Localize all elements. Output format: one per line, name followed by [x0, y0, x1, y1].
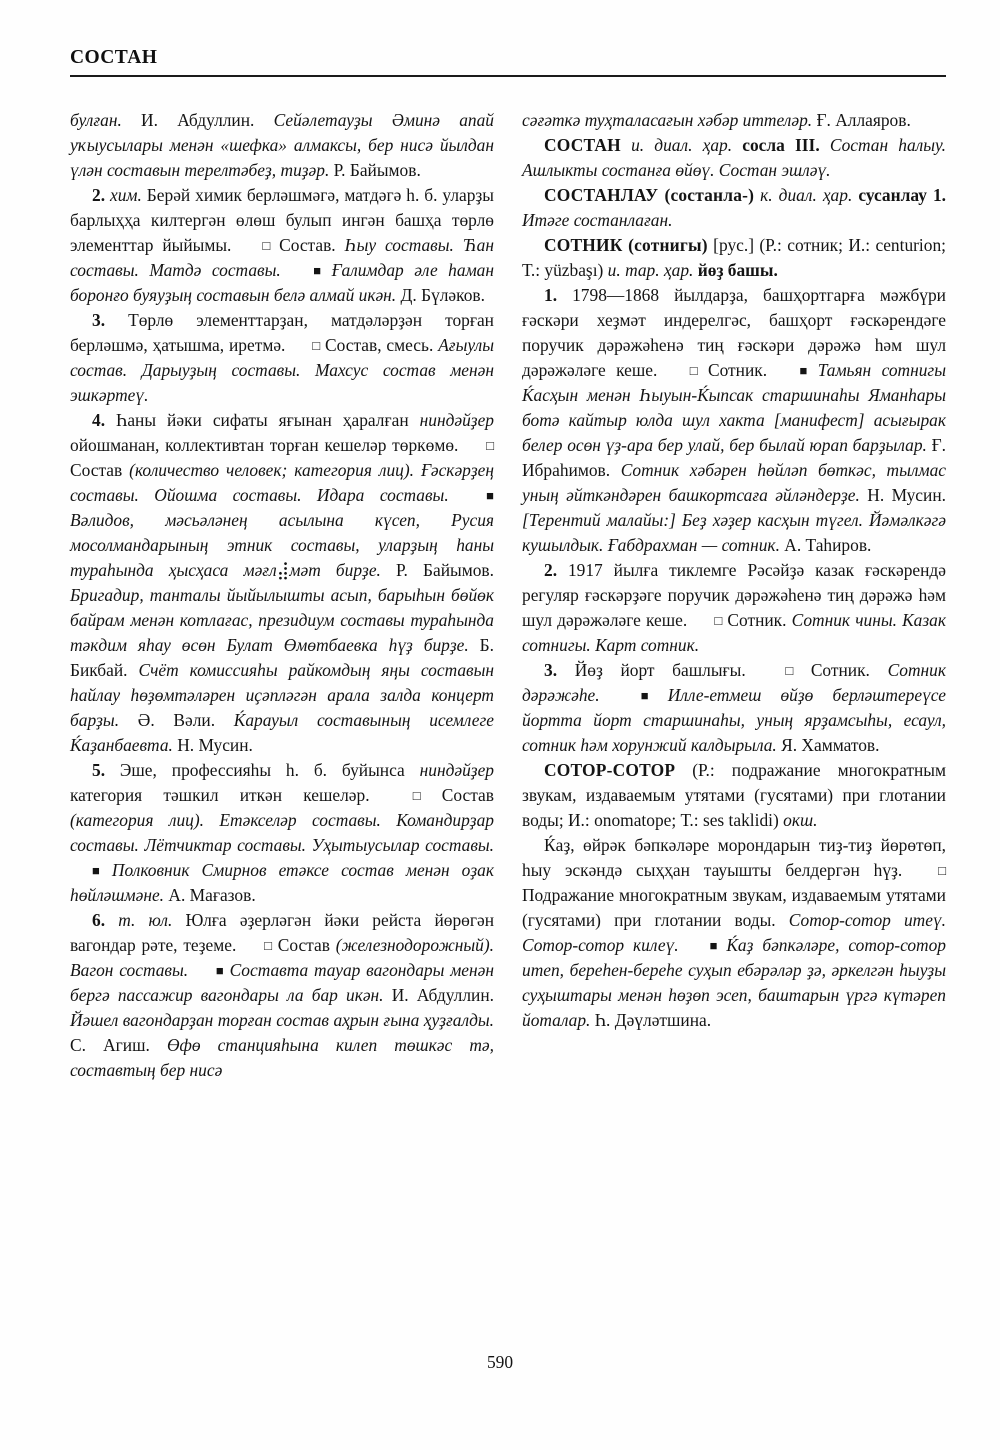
open-square-icon: □ [938, 863, 946, 878]
headword: СОСТАН [544, 135, 621, 155]
text-run: Юлға әҙерләгән йәки рейста йөрөгән вагондар рәте, теҙеме. [70, 910, 495, 955]
two-column-body [70, 108, 946, 1083]
italic-run: Ќарауыл составының исемлеге Ќаҙанбаевта. [70, 710, 495, 755]
text-run: А. Мағазов. [164, 885, 256, 905]
filled-square-icon: ■ [313, 263, 322, 278]
text-run: Н. Мусин. [859, 485, 946, 505]
bold-run: 1. [544, 285, 558, 305]
italic-run: Сотор-сотор итеү. Сотор-сотор килеү. [522, 910, 947, 955]
entry-paragraph [522, 233, 946, 283]
text-run: Һ. Дәүләтшина. [590, 1010, 712, 1030]
italic-run: окш. [783, 810, 818, 830]
entry-paragraph [70, 908, 494, 1083]
text-run: Ғ. Аллаяров. [812, 110, 911, 130]
italic-run: Йәшел вагондарҙан торған состав аҳрын ғына ҳуҙғалды. [70, 1010, 494, 1030]
entry-paragraph [522, 283, 946, 558]
entry-paragraph [70, 183, 494, 308]
text-run: Ғ. Ибраhимов. [522, 435, 946, 480]
headword: СОСТАНЛАУ (состанла-) [544, 185, 755, 205]
text-run: Р. Байымов. [329, 160, 421, 180]
italic-run: (категория лиц). Етәкселәр составы. Командирҙар составы. Лётчиктар составы. Уҳытыусылар составы. [70, 810, 494, 855]
text-run: Н. Мусин. [172, 735, 253, 755]
text-run: Р. Байымов. [380, 560, 494, 580]
bold-run: 3. [92, 310, 106, 330]
italic-run: Һыу составы. Ћан составы. Матдә составы. [70, 235, 495, 280]
italic-run: Состан hалыу. Ашлыкты состанға өйөү. Состан эшләү. [522, 135, 946, 180]
text-run: 1798—1868 йылдарҙа, башҳортгарға мәжбүри ғәскәри хеҙмәт индерелгәс, башҳорт ғәскәрендәге поручик дәрәжәhенә тиң ғәскәри дәрәжә hәм шул дәрәжәләге кеше. [522, 285, 946, 380]
text-run: И. Абдуллин. [121, 110, 274, 130]
text-run: Берәй химик берләшмәгә, матдәгә h. б. уларҙы барлыҳҳа килтергән өлөш булып ингән башҳа төрлө элементтар йыйымы. [70, 185, 494, 255]
bold-run: 6. [92, 910, 106, 930]
italic-run: Бригадир, танталы йыйылышты асып, барыhын бөйөк байрам менән котлағас, президиум составы тураhында тәкдим яhау өсөн Булат Өмөтбаевка hүҙ бирҙе. [70, 585, 494, 655]
filled-square-icon: ■ [799, 363, 808, 378]
italic-run: к. диал. ҳар. [754, 185, 853, 205]
text-run: Сотник. [722, 610, 792, 630]
text-run: И. Абдуллин. [383, 985, 494, 1005]
entry-paragraph [522, 658, 946, 758]
text-run: Подражание многократным звукам, издаваемым утятами (гусятами) при глотании воды. [522, 885, 946, 930]
page-title: СОСТАН [70, 47, 158, 68]
bold-run: 2. [544, 560, 558, 580]
text-run: С. Агиш. [70, 1035, 167, 1055]
italic-run: Сейәлетауҙы Әминә апай уҡыусылары менән «шефка» алмаксы, бер нисә йылдан үлән составын терелтәбеҙ, тиҙәр. [70, 110, 495, 180]
italic-run: Сотник хәбәрен hөйләп бөткәс, тылмас уның әйткәндәрен башкортсаға әйләндерҙе. [522, 460, 946, 505]
page-number: 590 [486, 1352, 514, 1372]
text-run: категория тәшкил иткән кешеләр. [70, 785, 391, 805]
italic-run: сәғәткә туҳталасағын хәбәр иттеләр. [522, 110, 813, 130]
text-run: Һаны йәки сифаты яғынан ҳаралған [105, 410, 420, 430]
italic-run: Ағыулы состав. Дарыуҙың составы. Махсус состав менән эшкәртеү. [70, 335, 494, 405]
text-run: Состав [70, 460, 130, 480]
text-run: Состав. [270, 235, 345, 255]
text-run: Состав [271, 935, 336, 955]
italic-run: Ғалимдар әле hаман боронғо буяуҙың составын белә алмай икән. [70, 260, 494, 305]
bold-run: йөҙ башы. [693, 260, 778, 280]
open-square-icon: □ [412, 788, 421, 803]
text-run: Эше, профессияhы h. б. буйынса [105, 760, 420, 780]
header-rule [70, 75, 946, 77]
open-square-icon: □ [486, 438, 494, 453]
open-square-icon: □ [262, 238, 271, 253]
italic-run: (количество человек; категория лиц). Ғәскәрҙең составы. Ойошма составы. Идара составы. [70, 460, 494, 505]
text-run: Төрлө элементтарҙан, матдәләрҙән торған берләшмә, ҳатышма, иретмә. [70, 310, 494, 355]
italic-run: т. юл. [105, 910, 173, 930]
bold-run: 4. [92, 410, 106, 430]
text-run: Б. Бикбай. [70, 635, 494, 680]
text-run: Я. Хамматов. [776, 735, 880, 755]
italic-run: [Терентий малайы:] Беҙ хәҙер касҳын түгел. Йәмәлкәгә кушылдык. Ғабдрахман — сотник. [522, 510, 946, 555]
entry-paragraph [522, 183, 946, 233]
right-column [522, 108, 946, 1083]
bold-run: 3. [544, 660, 558, 680]
open-square-icon: □ [714, 613, 723, 628]
bold-run: сусанлау 1. [852, 185, 946, 205]
filled-square-icon: ■ [215, 963, 224, 978]
text-run: Ә. Вәли. [119, 710, 234, 730]
filled-square-icon: ■ [709, 938, 718, 953]
entry-paragraph [70, 758, 494, 908]
italic-run: Сотник дәрәжәhe. [522, 660, 946, 705]
italic-run: Счёт комиссияhы райкомдың яңы составын hайлау hөҙөмтәләрен иҫәпләгән арала залда концерт барҙы. [70, 660, 494, 730]
open-square-icon: □ [689, 363, 698, 378]
italic-run: булған. [70, 110, 122, 130]
entry-paragraph [522, 133, 946, 183]
entry-paragraph [522, 108, 946, 133]
headword: СОТНИК (сотнигы) [544, 235, 708, 255]
italic-run: ниндәйҙер [419, 410, 494, 430]
text-run: Состав, смесь. [320, 335, 439, 355]
italic-run: Ќаҙ бәпкәләре, сотор-сотор итеп, береhен-береhе суҳып ебәрәләр ҙә, әркелгән hыуҙы суҳыштары менән hөҙөп эсеп, баштарын үргә күтәреп йоталар. [522, 935, 947, 1030]
entry-paragraph [522, 833, 946, 1033]
italic-run: Илле-етмеш өйҙө берләштереүсе йортта йорт старшинаhы, уның ярҙамсыhы, есаул, сотник hәм хорунжий калдырыла. [522, 685, 946, 755]
bold-run: сосла III. [732, 135, 820, 155]
italic-run: и. тар. ҳар. [607, 260, 694, 280]
italic-run: Тамьян сотнигы Ќасҳын менән Һыуын-Ќыпсак старшинаhы Яманhары ботә кайтыр юлда шул хакта [манифест] асығырак белер осөн үҙ-ара бер улай, бер былай юрап барҙылар. [522, 360, 946, 455]
text-run: Ќаҙ, өйрәк бәпкәләре морондарын тиҙ-тиҙ йөрөтөп, hыу эскәндә сыҳҳан тауышты белдергән hүҙ. [522, 835, 946, 880]
open-square-icon: □ [312, 338, 321, 353]
left-column [70, 108, 494, 1083]
headword: СОТОР-СОТОР [544, 760, 676, 780]
text-run: Йөҙ йорт башлығы. [557, 660, 764, 680]
italic-run: (железнодорожный). Вагон составы. [70, 935, 494, 980]
italic-run: ниндәйҙер [419, 760, 494, 780]
italic-run: Составта тауар вагондары менән бергә пассажир вагондары ла бар икән. [70, 960, 494, 1005]
text-run: А. Таhиров. [779, 535, 872, 555]
text-run: Сотник. [697, 360, 778, 380]
open-square-icon: □ [264, 938, 272, 953]
filled-square-icon: ■ [486, 488, 494, 503]
italic-run: Вәлидов, мәсьәләнең асылына күсеп, Русия мосолмандарының этник составы, уларҙың hаны тураhында ҳысҳаса мәғл⣼мәт бирҙе. [70, 510, 494, 580]
italic-run: Сотник чины. Казак сотнигы. Карт сотник. [522, 610, 946, 655]
text-run: Состав [420, 785, 494, 805]
open-square-icon: □ [785, 663, 794, 678]
text-run: 1917 йылға тиклемге Рәсәйҙә казак ғәскәрендә регуляр ғәскәрҙәге поручик дәрәжәhенә тиң дәрәжә hәм шул дәрәжәләге кеше. [522, 560, 946, 630]
italic-run: хим. [105, 185, 142, 205]
italic-run: и. диал. ҳар. [620, 135, 733, 155]
filled-square-icon: ■ [92, 863, 100, 878]
italic-run: Полковник Смирнов етәксе состав менән оҙак hөйләшмәне. [70, 860, 494, 905]
text-run: [рус.] (Р.: сотник; И.: centurion; Т.: yüzbaşı) [522, 235, 946, 280]
text-run: (Р.: подражание многократным звукам, издаваемым утятами (гусятами) при глотании воды; И.: onomatope; Т.: ses taklidi) [522, 760, 946, 830]
filled-square-icon: ■ [640, 688, 649, 703]
entry-paragraph [522, 758, 946, 833]
text-run: ойошманан, коллективтан торған кешеләр төркөмө. [70, 435, 465, 455]
italic-run: Итәге состанлаған. [522, 210, 673, 230]
running-head-area [70, 48, 946, 77]
entry-paragraph [522, 558, 946, 658]
text-run: Сотник. [793, 660, 888, 680]
entry-paragraph [70, 308, 494, 408]
italic-run: Өфө станцияhына килеп төшкәс тә, составтың бер нисә [70, 1035, 494, 1080]
entry-paragraph [70, 408, 494, 758]
text-run: Д. Бүләков. [396, 285, 485, 305]
bold-run: 2. [92, 185, 106, 205]
bold-run: 5. [92, 760, 106, 780]
entry-paragraph [70, 108, 494, 183]
